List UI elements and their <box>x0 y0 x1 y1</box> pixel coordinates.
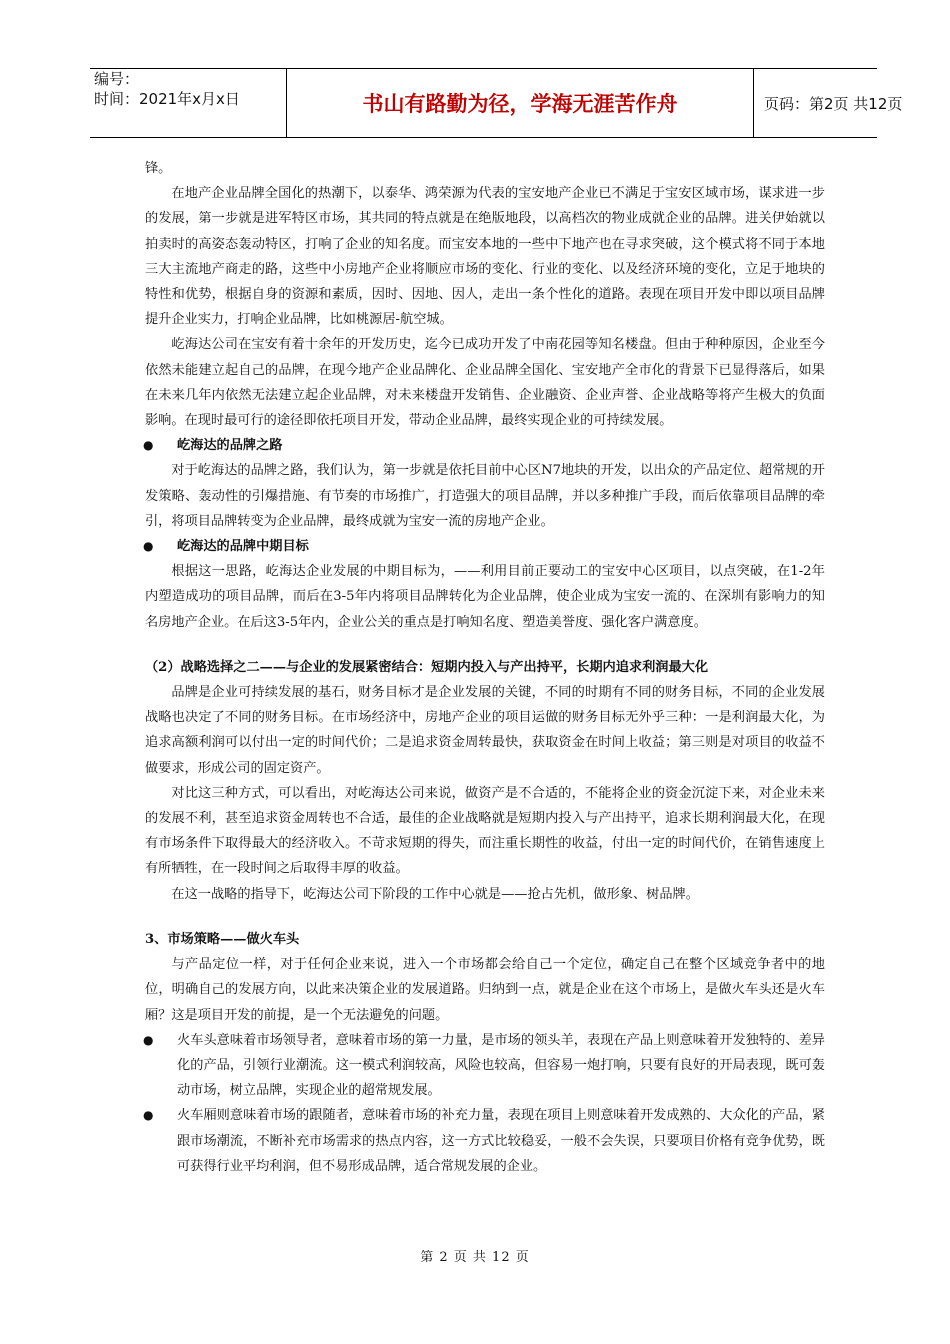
header-motto: 书山有路勤为径，学海无涯苦作舟 <box>286 69 754 137</box>
doc-number-label: 编号： <box>94 70 140 88</box>
paragraph: 屹海达公司在宝安有着十余年的开发历史，迄今已成功开发了中南花园等知名楼盘。但由于种种原因，企业至今依然未能建立起自己的品牌，在现今地产企业品牌化、企业品牌全国化、宝安地产全市化的背景下已显得落后，如果在未来几年内依然无法建立起企业品牌，对未来楼盘开发销售、企业融资、企业声誉、企业战略等将产生极大的负面影响。在现时最可行的途径即依托项目开发，带动企业品牌，最终实现企业的可持续发展。 <box>145 337 825 429</box>
section-heading: （2）战略选择之二——与企业的发展紧密结合：短期内投入与产出持平，长期内追求利润最大化 <box>145 659 709 675</box>
paragraph: 在这一战略的指导下，屹海达公司下阶段的工作中心就是——抢占先机，做形象、树品牌。 <box>171 886 699 902</box>
header-page-number: 页码：第2页 共12页 <box>764 94 903 113</box>
paragraph: 与产品定位一样，对于任何企业来说，进入一个市场都会给自己一个定位，确定自己在整个区域竞争者中的地位，明确自己的发展方向，以此来决策企业的发展道路。归纳到一点，就是企业在这个市场上，是做火车头还是火车厢？这是项目开发的前提，是一个无法避免的问题。 <box>145 957 825 1023</box>
paragraph: 对比这三种方式，可以看出，对屹海达公司来说，做资产是不合适的，不能将企业的资金沉淀下来，对企业未来的发展不利，甚至追求资金周转也不合适，最佳的企业战略就是短期内投入与产出持平，追求长期利润最大化，在现有市场条件下取得最大的经济收入。不苛求短期的得失，而注重长期性的收益，付出一定的时间代价，在销售速度上有所牺牲，在一段时间之后取得丰厚的收益。 <box>145 785 825 877</box>
bullet-item: ● 火车头意味着市场领导者，意味着市场的第一力量，是市场的领头羊，表现在产品上则意味着开发独特的、差异化的产品，引领行业潮流。这一模式利润较高，风险也较高，但容易一炮打响，只要有良好的开局表现，既可轰动市场，树立品牌，实现企业的超常规发展。 <box>145 1028 825 1104</box>
paragraph: 在地产企业品牌全国化的热潮下，以泰华、鸿荣源为代表的宝安地产企业已不满足于宝安区域市场，谋求进一步的发展，第一步就是进军特区市场，其共同的特点就是在绝版地段，以高档次的物业成就企业的品牌。进关伊始就以拍卖时的高姿态轰动特区，打响了企业的知名度。而宝安本地的一些中下地产也在寻求突破，这个模式将不同于本地三大主流地产商走的路，这些中小房地产企业将顺应市场的变化、行业的变化、以及经济环境的变化，立足于地块的特性和优势，根据自身的资源和素质，因时、因地、因人，走出一条个性化的道路。表现在项目开发中即以项目品牌提升企业实力，打响企业品牌，比如桃源居-航空城。 <box>145 186 825 328</box>
header-meta <box>90 69 286 137</box>
section-heading: 3、市场策略——做火车头 <box>145 931 300 947</box>
bullet-item: ● 火车厢则意味着市场的跟随者，意味着市场的补充力量，表现在项目上则意味着开发成熟的、大众化的产品，紧跟市场潮流，不断补充市场需求的热点内容，这一方式比较稳妥，一般不会失误，只要项目价格有竞争优势，既可获得行业平均利润，但不易形成品牌，适合常规发展的企业。 <box>145 1103 825 1179</box>
paragraph: 品牌是企业可持续发展的基石，财务目标才是企业发展的关键，不同的时期有不同的财务目标，不同的企业发展战略也决定了不同的财务目标。在市场经济中，房地产企业的项目运做的财务目标无外乎三种：一是利润最大化，为追求高额利润可以付出一定的时间代价；二是追求资金周转最快，获取资金在时间上收益；第三则是对项目的收益不做要求，形成公司的固定资产。 <box>145 685 825 776</box>
bullet-heading: ● 屹海达的品牌中期目标 <box>145 534 825 559</box>
bullet-heading: ● 屹海达的品牌之路 <box>145 433 825 458</box>
document-body <box>145 156 825 1179</box>
paragraph: 锋。 <box>145 161 172 176</box>
doc-time-label: 时间：2021年x月x日 <box>94 90 240 108</box>
paragraph: 根据这一思路，屹海达企业发展的中期目标为，——利用目前正要动工的宝安中心区项目，以点突破，在1-2年内塑造成功的项目品牌，而后在3-5年内将项目品牌转化为企业品牌，使企业成为宝安一流的、在深圳有影响力的知名房地产企业。在后这3-5年内，企业公关的重点是打响知名度、塑造美誉度、强化客户满意度。 <box>145 564 825 630</box>
page-footer: 第 2 页 共 12 页 <box>420 1250 530 1265</box>
paragraph: 对于屹海达的品牌之路，我们认为，第一步就是依托目前中心区N7地块的开发，以出众的产品定位、超常规的开发策略、轰动性的引爆措施、有节奏的市场推广，打造强大的项目品牌，并以多种推广手段，而后依靠项目品牌的牵引，将项目品牌转变为企业品牌，最终成就为宝安一流的房地产企业。 <box>145 463 825 529</box>
page-header <box>90 68 903 138</box>
